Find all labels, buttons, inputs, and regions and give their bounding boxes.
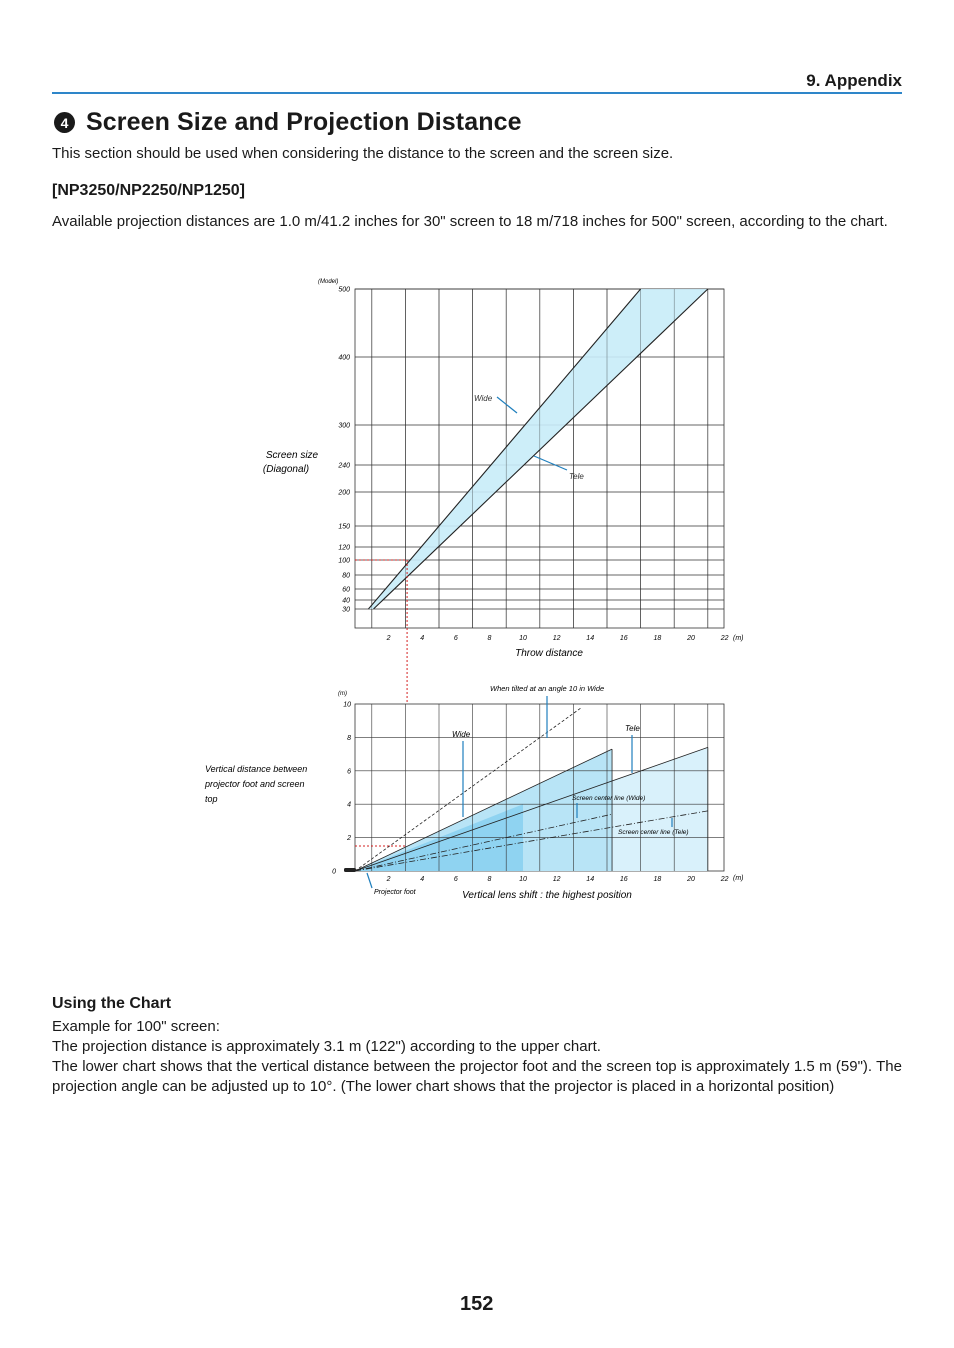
wide-label: Wide [452, 730, 471, 739]
center-wide-label: Screen center line (Wide) [572, 795, 646, 802]
upper-y-tick: 500 [338, 286, 350, 294]
upper-x-tick: 22 [720, 635, 729, 642]
upper-x-tick: 6 [453, 635, 458, 642]
lower-x-tick: 20 [687, 876, 695, 883]
using-chart-body [52, 1017, 902, 1097]
upper-y-tick: 100 [338, 557, 350, 565]
upper-x-label: Throw distance [515, 648, 583, 659]
lower-y-label-line: top [205, 794, 218, 804]
lower-y-label [204, 764, 307, 804]
using-chart-title: Using the Chart [52, 995, 172, 1012]
upper-y-tick: 240 [338, 462, 350, 470]
upper-x-tick: 14 [586, 635, 595, 642]
lower-x-tick: 16 [619, 876, 628, 883]
projector-foot-callout [367, 873, 372, 888]
availability-text: Available projection distances are 1.0 m/41.2 inches for 30" screen to 18 m/718 inches for 500" screen, according to the chart. [52, 213, 888, 230]
upper-y-label-line: Screen size [265, 450, 319, 461]
lower-y-tick: 2 [347, 835, 351, 843]
upper-y-tick: 80 [342, 572, 350, 580]
upper-unit-label: (Model) [318, 279, 339, 285]
section-header: 9. Appendix [806, 71, 902, 90]
intro-text: This section should be used when considering the distance to the screen and the screen size. [52, 145, 674, 162]
tele-label: Tele [625, 724, 640, 733]
center-tele-label: Screen center line (Tele) [618, 829, 689, 836]
upper-y-tick: 200 [338, 489, 350, 497]
using-paragraph: The lower chart shows that the vertical distance between the projector foot and the screen top is approximately 1.5 m (59"). The projection angle can be adjusted up to 10°. (The lower chart shows that the projector is placed in a horizontal position) [52, 1058, 902, 1095]
lower-x-tick: 6 [453, 876, 458, 883]
projector-symbol [344, 868, 356, 872]
lower-unit-label: (m) [338, 691, 347, 697]
upper-y-label-line: (Diagonal) [262, 464, 310, 475]
lower-y-tick: 0 [332, 868, 336, 876]
tilted-label: When tilted at an angle 10 in Wide [490, 684, 605, 693]
upper-x-tick: 2 [386, 635, 391, 642]
upper-y-tick: 60 [342, 586, 350, 594]
upper-y-tick: 30 [342, 606, 350, 614]
lower-x-tick: 12 [552, 876, 561, 883]
lower-y-tick: 4 [347, 801, 351, 809]
upper-x-tick: 16 [619, 635, 628, 642]
upper-x-tick: 8 [487, 635, 492, 642]
upper-x-unit: (m) [733, 635, 744, 642]
upper-y-tick: 40 [342, 597, 350, 605]
lower-y-label-line: projector foot and screen [205, 779, 305, 789]
lower-x-tick: 18 [653, 876, 662, 883]
upper-x-tick: 4 [420, 635, 425, 642]
model-heading: [NP3250/NP2250/NP1250] [52, 182, 246, 199]
page-number: 152 [460, 1293, 494, 1315]
upper-x-tick: 12 [552, 635, 561, 642]
lower-x-tick: 14 [586, 876, 595, 883]
lower-y-tick: 10 [343, 701, 351, 709]
upper-y-tick: 120 [338, 544, 350, 552]
upper-y-label [263, 450, 319, 475]
upper-y-tick: 400 [338, 354, 350, 362]
lower-y-label-line: Vertical distance between [205, 764, 308, 774]
lower-x-tick: 22 [720, 876, 729, 883]
upper-x-tick: 18 [653, 635, 662, 642]
lower-x-tick: 4 [420, 876, 425, 883]
lower-y-tick: 6 [347, 768, 351, 776]
lower-x-tick: 10 [519, 876, 527, 883]
lower-x-tick: 8 [487, 876, 492, 883]
upper-x-tick: 10 [519, 635, 527, 642]
lower-x-unit: (m) [733, 875, 744, 882]
projector-foot-label: Projector foot [374, 889, 416, 896]
lower-x-tick: 2 [386, 876, 391, 883]
using-paragraph: Example for 100" screen: [52, 1018, 220, 1035]
page-title: Screen Size and Projection Distance [86, 108, 522, 136]
wide-label: Wide [474, 394, 493, 403]
lower-y-tick: 8 [347, 734, 351, 742]
upper-y-tick: 300 [338, 422, 350, 430]
upper-x-tick: 20 [687, 635, 695, 642]
tele-label: Tele [569, 472, 584, 481]
using-paragraph: The projection distance is approximately 3.1 m (122") according to the upper chart. [52, 1038, 601, 1055]
upper-y-tick: 150 [338, 523, 350, 531]
section-number-badge: 4 [54, 112, 75, 133]
lower-x-label: Vertical lens shift : the highest position [462, 890, 632, 901]
lower-chart [204, 684, 744, 901]
